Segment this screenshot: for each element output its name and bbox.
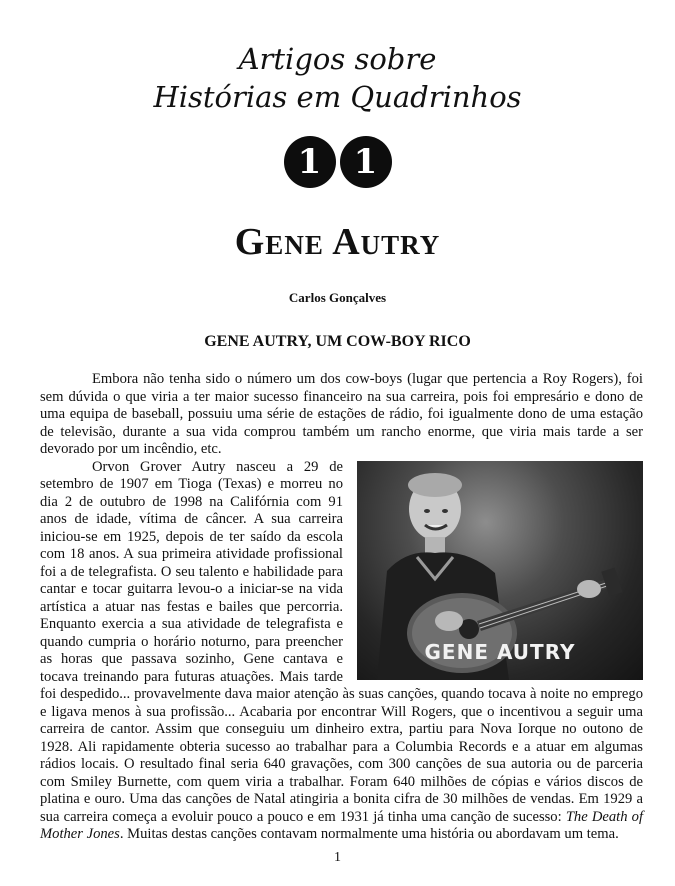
biography-text-end: . Muitas destas canções contavam normalmente uma história ou abordavam um tema.	[119, 826, 619, 842]
article-subtitle: GENE AUTRY, UM COW-BOY RICO	[204, 333, 471, 350]
article-title: Gene Autry	[234, 221, 441, 263]
paragraph-intro: Embora não tenha sido o número um dos cow-boys (lugar que pertencia a Roy Rogers), foi sem dúvida o que viria a ter maior sucesso financeiro na sua carreira, pois foi empresário e dono de uma equipa de baseball, possuiu uma série de estações de rádio, foi igualmente dono de uma estação de televisão, durante a sua vida comprou também um rancho enorme, que viria mais tarde a ser devorado por um incêndio, etc.	[40, 371, 643, 457]
series-title-line1: Artigos sobre	[238, 42, 437, 76]
issue-digit-2: 1	[340, 136, 392, 188]
series-title-line2: Histórias em Quadrinhos	[153, 80, 522, 114]
issue-digit-1: 1	[284, 136, 336, 188]
biography-text: Orvon Grover Autry nasceu a 29 de setembro de 1907 em Tioga (Texas) e morreu no dia 2 de outubro de 1998 na Califórnia com 91 anos de idade, vítima de câncer. A sua carreira iniciou-se em 1925, depois de ter saído da escola com 18 anos. A sua primeira atividade profissional foi a de telegrafista. O seu talento e habilidade para cantar e tocar guitarra levou-o a iniciar-se na vida artística a atuar nas festas e bailes que percorria. Enquanto exercia a sua atividade de telegrafista e quando cumpria o horário noturno, para preencher as horas que passava sozinho, Gene cantava e tocava treinando para futuras atuações. Mais tarde foi despedido... provavelmente dava maior atenção às suas canções, quando tocava à noite no emprego e ligava menos à sua profissão... Acabaria por encontrar Will Rogers, que o incentivou a seguir uma carreira de cantor. Assim que conseguiu um dinheiro extra, partiu para Nova Iorque no outono de 1928. Ali rapidamente obteria sucesso ao trabalhar para a Columbia Records e a atuar em algumas rádios locais. O resultado final seria 640 gravações, com 300 canções de sua autoria ou de parceria com Smiley Burnette, com quem viria a trabalhar. Foram 640 milhões de cópias e vários discos de platina e ouro. Uma das canções de Natal atingiria a bonita cifra de 30 milhões de vendas. Em 1929 a sua carreira começa a evoluir pouco a pouco e em 1931 já tinha uma canção de sucesso:	[40, 458, 643, 825]
gene-autry-photo	[357, 461, 643, 680]
photo-caption: GENE AUTRY	[424, 640, 576, 664]
page-number: 1	[334, 850, 341, 865]
article-author: Carlos Gonçalves	[288, 290, 387, 305]
issue-number	[0, 136, 675, 188]
song-title: The Death of Mother Jones	[40, 808, 643, 842]
article-body	[40, 371, 643, 844]
